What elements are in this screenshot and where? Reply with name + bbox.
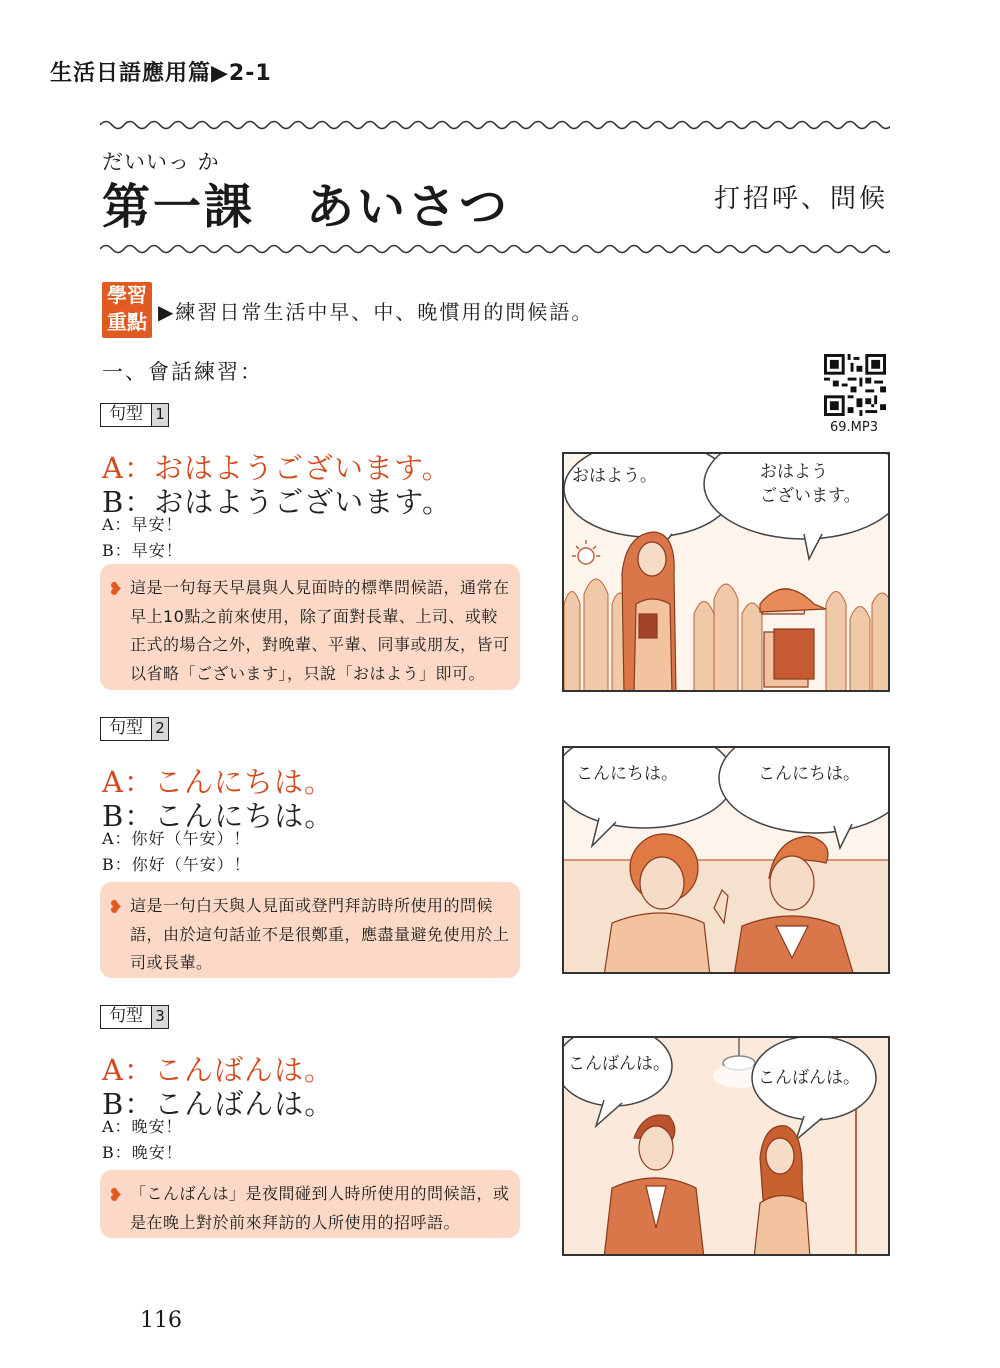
section-title: 一、會話練習： <box>102 360 263 384</box>
lesson-subtitle: 打招呼、問候 <box>713 184 888 214</box>
bubble-1: こんばんは。 <box>568 1054 670 1074</box>
bubble-2-line1: おはよう <box>760 462 828 482</box>
illustration-morning <box>562 452 890 692</box>
wavy-divider-top <box>100 118 890 132</box>
pattern-number: 3 <box>152 1005 169 1029</box>
pattern-label: 句型 <box>100 403 152 427</box>
pattern-3-trans-b: B：晚安！ <box>102 1143 183 1162</box>
goal-badge <box>102 282 152 338</box>
bubble-2-line2: ございます。 <box>760 486 861 506</box>
pattern-3-trans-a: A：晚安！ <box>102 1117 183 1136</box>
illustration-afternoon <box>562 746 890 974</box>
pattern-2-trans-b: B：你好（午安）！ <box>102 855 251 874</box>
audio-label: 69.MP3 <box>830 420 879 435</box>
qr-code-icon[interactable] <box>824 354 886 416</box>
goal-badge-line2: 重點 <box>107 310 147 334</box>
goal-badge-line1: 學習 <box>107 283 147 307</box>
pattern-3-line-a: A：こんばんは。 <box>102 1053 334 1087</box>
bubble-1: おはよう。 <box>572 466 657 486</box>
lesson-title: 第一課 あいさつ <box>102 179 511 235</box>
note-text: 「こんばんは」是夜間碰到人時所使用的問候語，或是在晚上對於前來拜訪的人所使用的招呼語。 <box>130 1184 510 1232</box>
heart-icon: ❥ <box>108 1185 124 1206</box>
pattern-2-tag <box>100 717 169 741</box>
pattern-1-line-a: A：おはようございます。 <box>102 451 452 485</box>
pattern-3-line-b: B：こんばんは。 <box>102 1087 335 1121</box>
pattern-1-note <box>100 564 520 690</box>
pattern-2-line-a: A：こんにちは。 <box>102 765 334 799</box>
heart-icon: ❥ <box>108 897 124 918</box>
note-text: 這是一句每天早晨與人見面時的標準問候語，通常在早上10點之前來使用，除了面對長輩、上司、或較正式的場合之外，對晚輩、平輩、同事或朋友，皆可以省略「ございます」，只說「おはよう」即可。 <box>130 578 510 683</box>
pattern-1-tag <box>100 403 169 427</box>
pattern-1-line-b: B：おはようございます。 <box>102 485 452 519</box>
pattern-2-note <box>100 882 520 978</box>
heart-icon: ❥ <box>108 579 124 600</box>
pattern-number: 1 <box>152 403 169 427</box>
wavy-divider-bottom <box>100 242 890 256</box>
pattern-2-trans-a: A：你好（午安）！ <box>102 829 251 848</box>
pattern-label: 句型 <box>100 1005 152 1029</box>
bubble-2: こんばんは。 <box>758 1068 860 1088</box>
bubble-1: こんにちは。 <box>576 764 678 784</box>
bubble-2: こんにちは。 <box>758 764 860 784</box>
pattern-1-trans-a: A：早安！ <box>102 515 183 534</box>
pattern-number: 2 <box>152 717 169 741</box>
breadcrumb: 生活日語應用篇▶2-1 <box>50 61 272 86</box>
page-number: 116 <box>140 1308 182 1333</box>
pattern-3-tag <box>100 1005 169 1029</box>
note-text: 這是一句白天與人見面或登門拜訪時所使用的問候語，由於這句話並不是很鄭重，應盡量避免使用於上司或長輩。 <box>130 896 510 972</box>
pattern-3-note <box>100 1170 520 1238</box>
illustration-evening <box>562 1036 890 1256</box>
goal-text: ▶練習日常生活中早、中、晚慣用的問候語。 <box>158 300 594 324</box>
pattern-1-trans-b: B：早安！ <box>102 541 183 560</box>
title-ruby: だいいっ か <box>102 150 220 174</box>
pattern-label: 句型 <box>100 717 152 741</box>
pattern-2-line-b: B：こんにちは。 <box>102 799 335 833</box>
